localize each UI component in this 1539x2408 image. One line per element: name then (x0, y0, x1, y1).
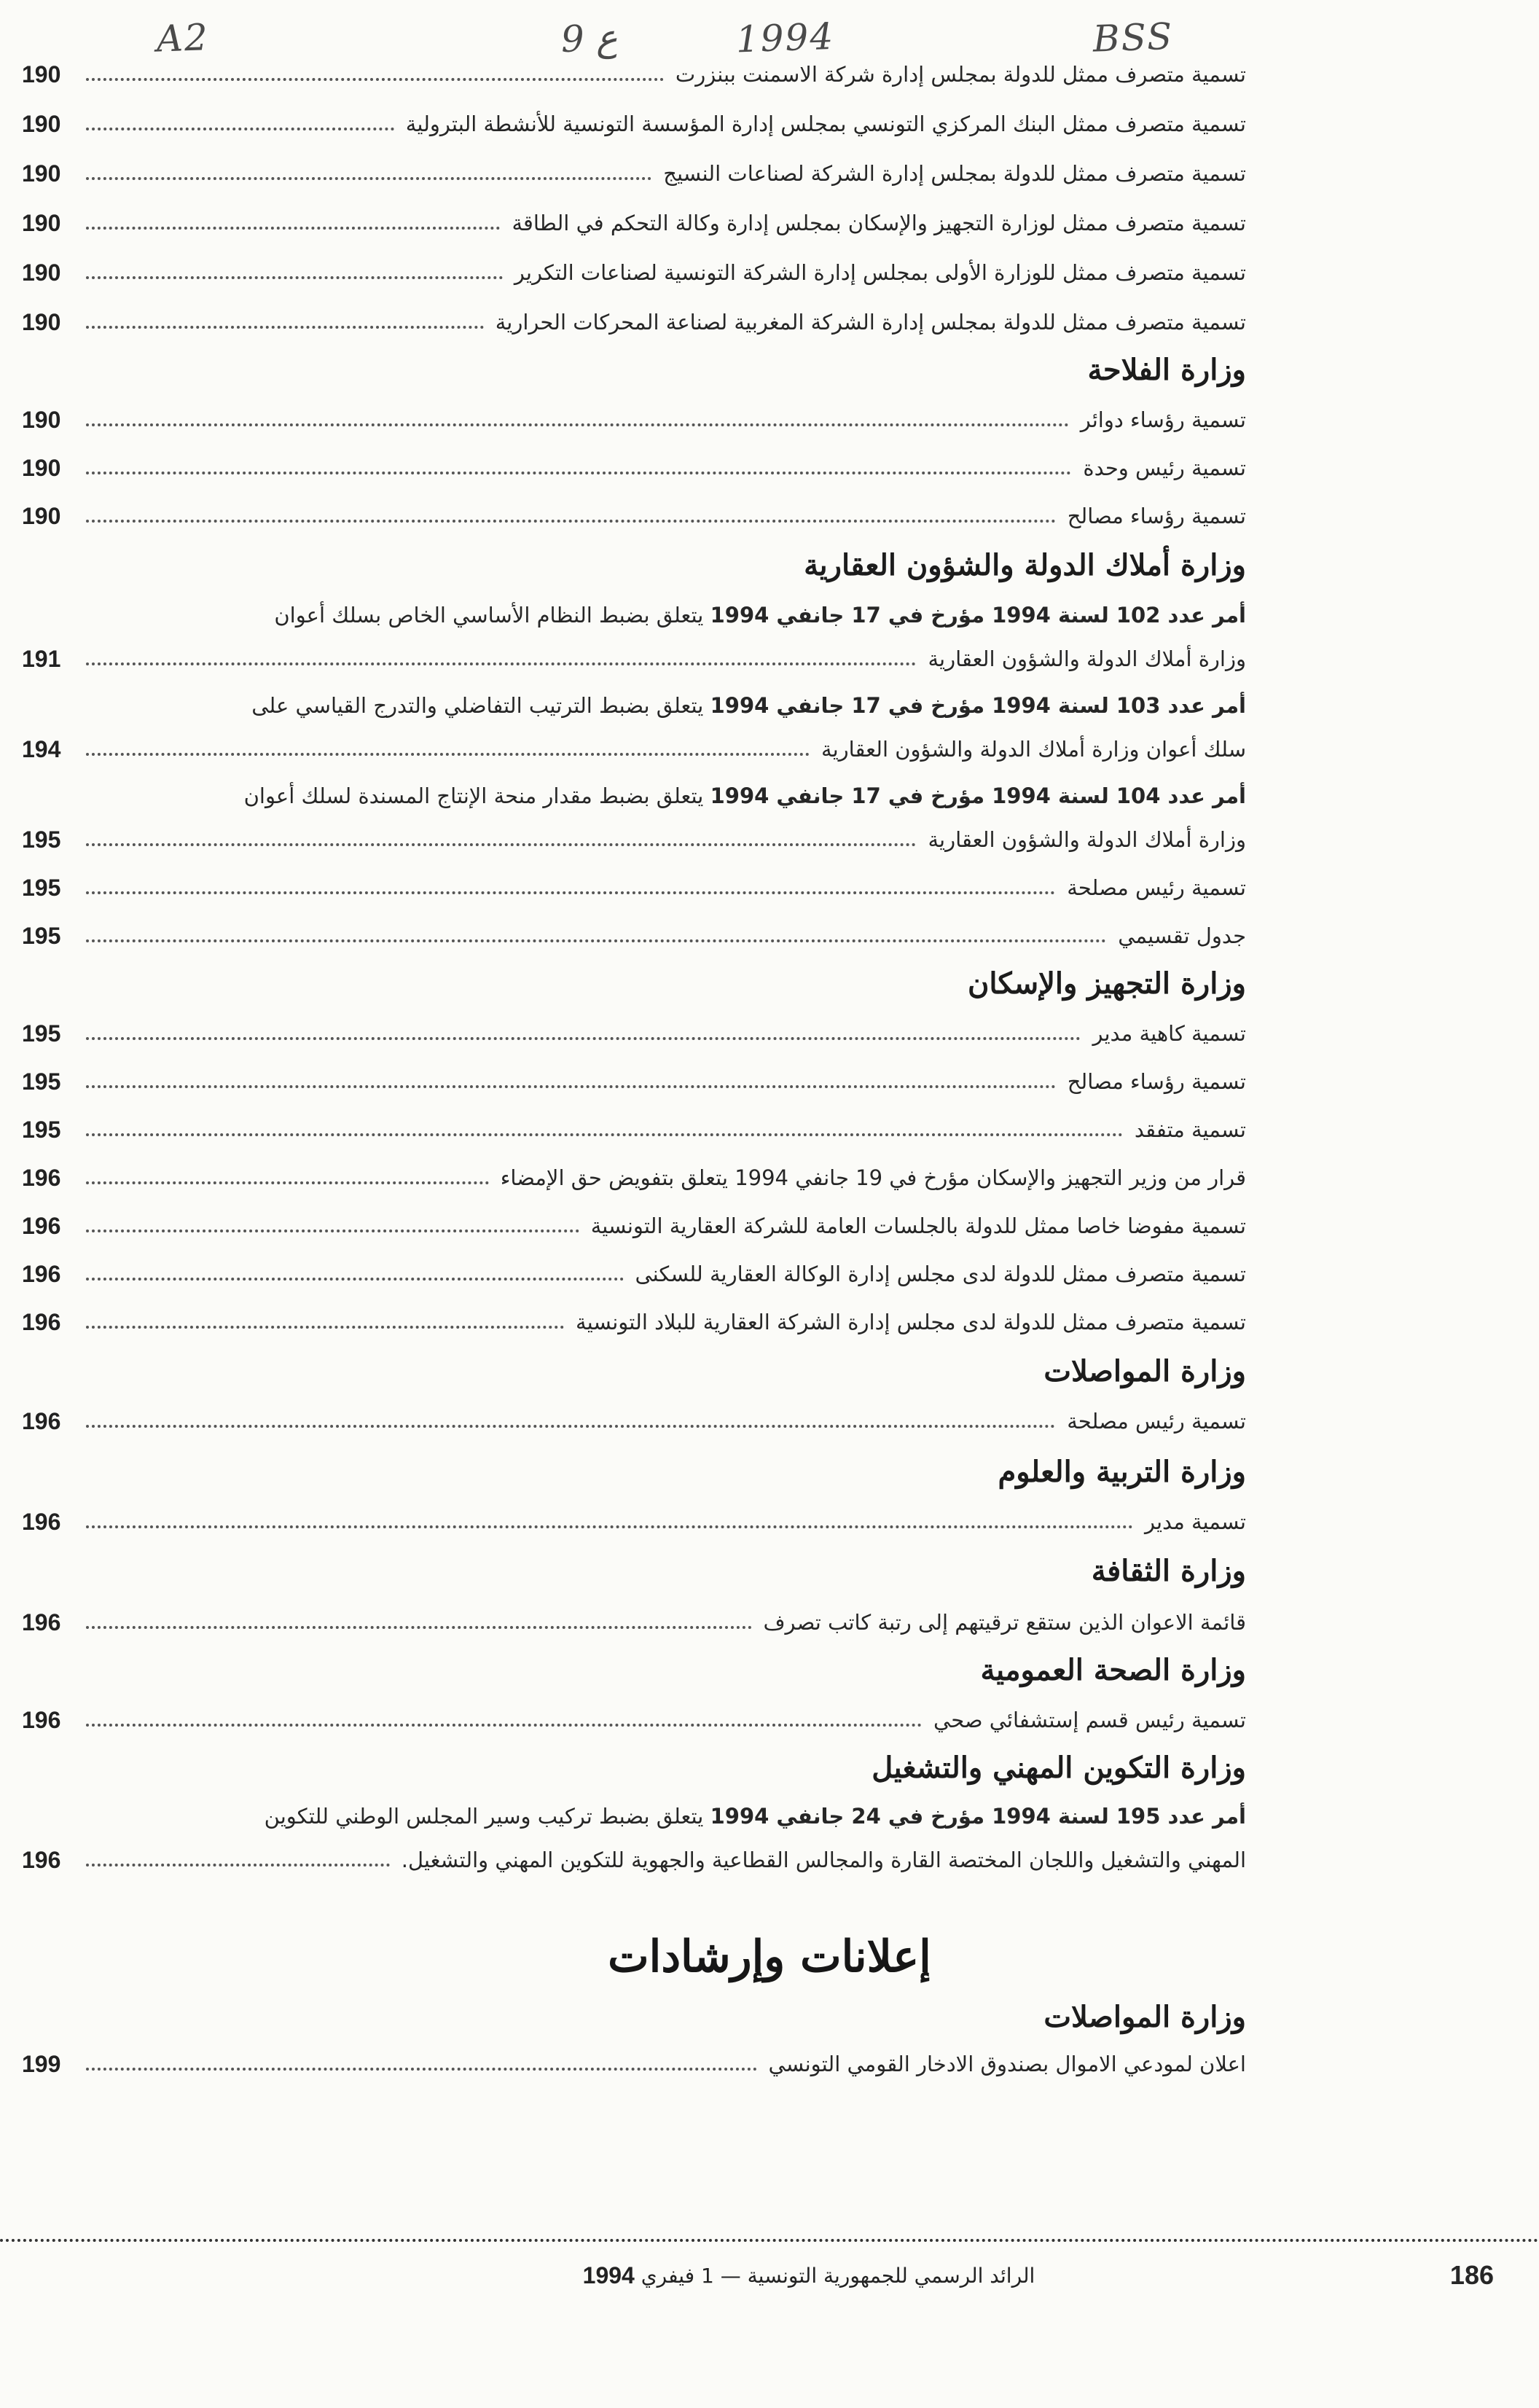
entry-text: تسمية رؤساء مصالح (1067, 1069, 1246, 1094)
dot-leader (86, 520, 1056, 523)
entry-text: تسمية كاهية مدير (1092, 1021, 1246, 1046)
entry-text: سلك أعوان وزارة أملاك الدولة والشؤون العقارية (821, 737, 1246, 762)
entry-page-number: 190 (22, 308, 61, 335)
entry-text: المهني والتشغيل واللجان المختصة القارة والمجالس القطاعية والجهوية للتكوين المهني والتشغيل. (401, 1848, 1246, 1872)
toc-entry (22, 1599, 1246, 1646)
handwritten-letters: ع 9 (560, 16, 619, 61)
toc-entry (22, 1697, 1246, 1743)
dot-leader (86, 1626, 752, 1629)
entry-page-number: 190 (22, 259, 61, 286)
dot-leader (86, 276, 503, 279)
toc-entry (22, 200, 1246, 246)
dot-leader (86, 1230, 579, 1232)
entry-text: تسمية مفوضا خاصا ممثل للدولة بالجلسات العامة للشركة العقارية التونسية (590, 1213, 1246, 1238)
entry-text: تسمية رئيس وحدة (1083, 456, 1246, 480)
announcements-title: إعلانات وإرشادات (608, 1931, 931, 1982)
toc-entry (22, 1010, 1246, 1057)
dot-leader (86, 662, 916, 665)
entry-text: تسمية رئيس مصلحة (1067, 875, 1246, 900)
toc-entry (22, 1251, 1246, 1297)
toc-entry (22, 1154, 1246, 1201)
entry-page-number: 195 (22, 1116, 61, 1143)
ministry-heading-agriculture: وزارة الفلاحة (1087, 352, 1246, 387)
dot-leader (86, 1085, 1056, 1088)
footer-journal (379, 2256, 1239, 2294)
toc-entry (22, 912, 1246, 959)
entry-page-number: 190 (22, 209, 61, 236)
entry-text: تسمية متصرف ممثل للدولة بمجلس إدارة الشركة لصناعات النسيج (663, 161, 1246, 186)
entry-text: قرار من وزير التجهيز والإسكان مؤرخ في 19 جانفي 1994 يتعلق بتفويض حق الإمضاء (500, 1165, 1246, 1190)
dot-leader (86, 227, 500, 230)
dot-leader (86, 423, 1069, 426)
entry-text: تسمية رؤساء دوائر (1080, 407, 1246, 432)
entry-page-number: 196 (22, 1308, 61, 1335)
entry-text: اعلان لمودعي الاموال بصندوق الادخار القومي التونسي (768, 2052, 1246, 2076)
entry-text: تسمية متصرف ممثل للوزارة الأولى بمجلس إدارة الشركة التونسية لصناعات التكرير (514, 260, 1246, 285)
dot-leader (86, 891, 1055, 894)
toc-entry (22, 445, 1246, 491)
footer-rule (0, 2239, 1539, 2242)
entry-page-number: 190 (22, 454, 61, 481)
toc-entry (22, 150, 1246, 197)
entry-page-number: 196 (22, 1508, 61, 1535)
handwritten-year: 1994 (735, 15, 836, 61)
toc-entry (22, 249, 1246, 296)
entry-page-number: 195 (22, 1068, 61, 1095)
entry-text: تسمية متصرف ممثل لوزارة التجهيز والإسكان بمجلس إدارة وكالة التحكم في الطاقة (512, 211, 1246, 235)
entry-text: تسمية متصرف ممثل للدولة بمجلس إدارة الشركة المغربية لصناعة المحركات الحرارية (495, 310, 1246, 335)
decree-title: أمر عدد 104 لسنة 1994 مؤرخ في 17 جانفي 1994 (710, 783, 1246, 808)
decree-text: يتعلق بضبط تركيب وسير المجلس الوطني للتكوين (264, 1804, 704, 1829)
ministry-heading-communications: وزارة المواصلات (1043, 1353, 1246, 1388)
entry-text: وزارة أملاك الدولة والشؤون العقارية (928, 646, 1246, 671)
entry-page-number: 196 (22, 1706, 61, 1733)
toc-entry (22, 299, 1246, 345)
entry-text: تسمية مدير (1144, 1509, 1246, 1534)
dot-leader (86, 1133, 1123, 1136)
entry-text: جدول تقسيمي (1118, 923, 1246, 948)
ministry-heading-training: وزارة التكوين المهني والتشغيل (872, 1750, 1246, 1785)
entry-text: تسمية متصرف ممثل للدولة بمجلس إدارة شركة الاسمنت ببنزرت (675, 62, 1246, 87)
toc-entry (22, 493, 1246, 539)
entry-page-number: 190 (22, 60, 61, 87)
toc-entry (22, 726, 1246, 773)
toc-entry (22, 1498, 1246, 1545)
dot-leader (86, 753, 810, 756)
dot-leader (86, 1425, 1055, 1428)
toc-entry (22, 1398, 1246, 1445)
entry-page-number: 195 (22, 874, 61, 901)
page-number: 186 (1449, 2260, 1494, 2290)
dot-leader (86, 78, 664, 81)
toc-entry (22, 1203, 1246, 1249)
decree-title: أمر عدد 195 لسنة 1994 مؤرخ في 24 جانفي 1994 (710, 1804, 1246, 1829)
decree-text: يتعلق بضبط الترتيب التفاضلي والتدرج القياسي على (251, 693, 704, 718)
decree-line (87, 682, 1246, 729)
ministry-heading-health: وزارة الصحة العمومية (980, 1652, 1246, 1687)
entry-page-number: 194 (22, 735, 61, 762)
toc-entry (22, 816, 1246, 863)
decree-title: أمر عدد 102 لسنة 1994 مؤرخ في 17 جانفي 1994 (710, 603, 1246, 628)
dot-leader (86, 843, 916, 846)
dot-leader (86, 1525, 1133, 1528)
entry-page-number: 196 (22, 1846, 61, 1873)
dot-leader (86, 2068, 757, 2071)
entry-page-number: 195 (22, 826, 61, 853)
handwritten-number: BSS (1092, 15, 1175, 60)
decree-line (87, 773, 1246, 819)
entry-page-number: 195 (22, 1020, 61, 1047)
dot-leader (86, 1724, 922, 1727)
entry-text: تسمية متفقد (1134, 1117, 1246, 1142)
toc-entry (22, 101, 1246, 147)
entry-page-number: 191 (22, 645, 61, 672)
entry-text: تسمية رؤساء مصالح (1067, 504, 1246, 528)
decree-line (87, 1793, 1246, 1840)
dot-leader (86, 1181, 489, 1184)
toc-entry (22, 1058, 1246, 1105)
entry-text: تسمية متصرف ممثل للدولة لدى مجلس إدارة الشركة العقارية للبلاد التونسية (576, 1310, 1246, 1334)
dot-leader (86, 128, 394, 130)
dot-leader (86, 1864, 390, 1866)
dot-leader (86, 177, 651, 180)
dot-leader (86, 1278, 624, 1281)
decree-line (87, 592, 1246, 638)
decree-title: أمر عدد 103 لسنة 1994 مؤرخ في 17 جانفي 1994 (710, 693, 1246, 718)
ministry-heading-education: وزارة التربية والعلوم (998, 1454, 1246, 1489)
entry-text: تسمية متصرف ممثل البنك المركزي التونسي بمجلس إدارة المؤسسة التونسية للأنشطة البترولية (405, 112, 1246, 136)
handwritten-code: A2 (155, 16, 210, 60)
entry-page-number: 196 (22, 1212, 61, 1239)
ministry-heading-communications-announcements: وزارة المواصلات (1043, 1999, 1246, 2034)
entry-page-number: 199 (22, 2050, 61, 2077)
footer-journal-title: الرائد الرسمي للجمهورية التونسية — 1 فيفري (641, 2263, 1035, 2288)
entry-text: تسمية رئيس مصلحة (1067, 1409, 1246, 1434)
entry-page-number: 190 (22, 406, 61, 433)
footer-year: 1994 (582, 2262, 635, 2288)
dot-leader (86, 1037, 1081, 1040)
decree-text: يتعلق بضبط مقدار منحة الإنتاج المسندة لسلك أعوان (243, 783, 704, 808)
entry-page-number: 196 (22, 1164, 61, 1191)
entry-page-number: 196 (22, 1608, 61, 1635)
toc-entry (22, 1299, 1246, 1345)
ministry-heading-state-domains: وزارة أملاك الدولة والشؤون العقارية (804, 547, 1246, 582)
toc-entry (22, 1837, 1246, 1883)
toc-entry (22, 864, 1246, 911)
dot-leader (86, 1326, 564, 1329)
toc-entry (22, 1106, 1246, 1153)
entry-page-number: 195 (22, 922, 61, 949)
toc-entry (22, 51, 1246, 98)
entry-page-number: 190 (22, 110, 61, 137)
entry-page-number: 190 (22, 502, 61, 529)
entry-page-number: 196 (22, 1407, 61, 1434)
entry-text: تسمية متصرف ممثل للدولة لدى مجلس إدارة الوكالة العقارية للسكنى (635, 1262, 1246, 1286)
entry-page-number: 190 (22, 160, 61, 187)
dot-leader (86, 472, 1071, 474)
entry-text: تسمية رئيس قسم إستشفائي صحي (933, 1708, 1246, 1732)
entry-text: وزارة أملاك الدولة والشؤون العقارية (928, 827, 1246, 852)
toc-entry (22, 2041, 1246, 2087)
dot-leader (86, 326, 484, 329)
entry-page-number: 196 (22, 1260, 61, 1287)
toc-entry (22, 396, 1246, 443)
decree-text: يتعلق بضبط النظام الأساسي الخاص بسلك أعوان (274, 603, 704, 628)
ministry-heading-culture: وزارة الثقافة (1091, 1553, 1246, 1588)
dot-leader (86, 939, 1106, 942)
toc-entry (22, 636, 1246, 682)
ministry-heading-equipment: وزارة التجهيز والإسكان (967, 966, 1246, 1001)
entry-text: قائمة الاعوان الذين ستقع ترقيتهم إلى رتبة كاتب تصرف (763, 1610, 1246, 1635)
